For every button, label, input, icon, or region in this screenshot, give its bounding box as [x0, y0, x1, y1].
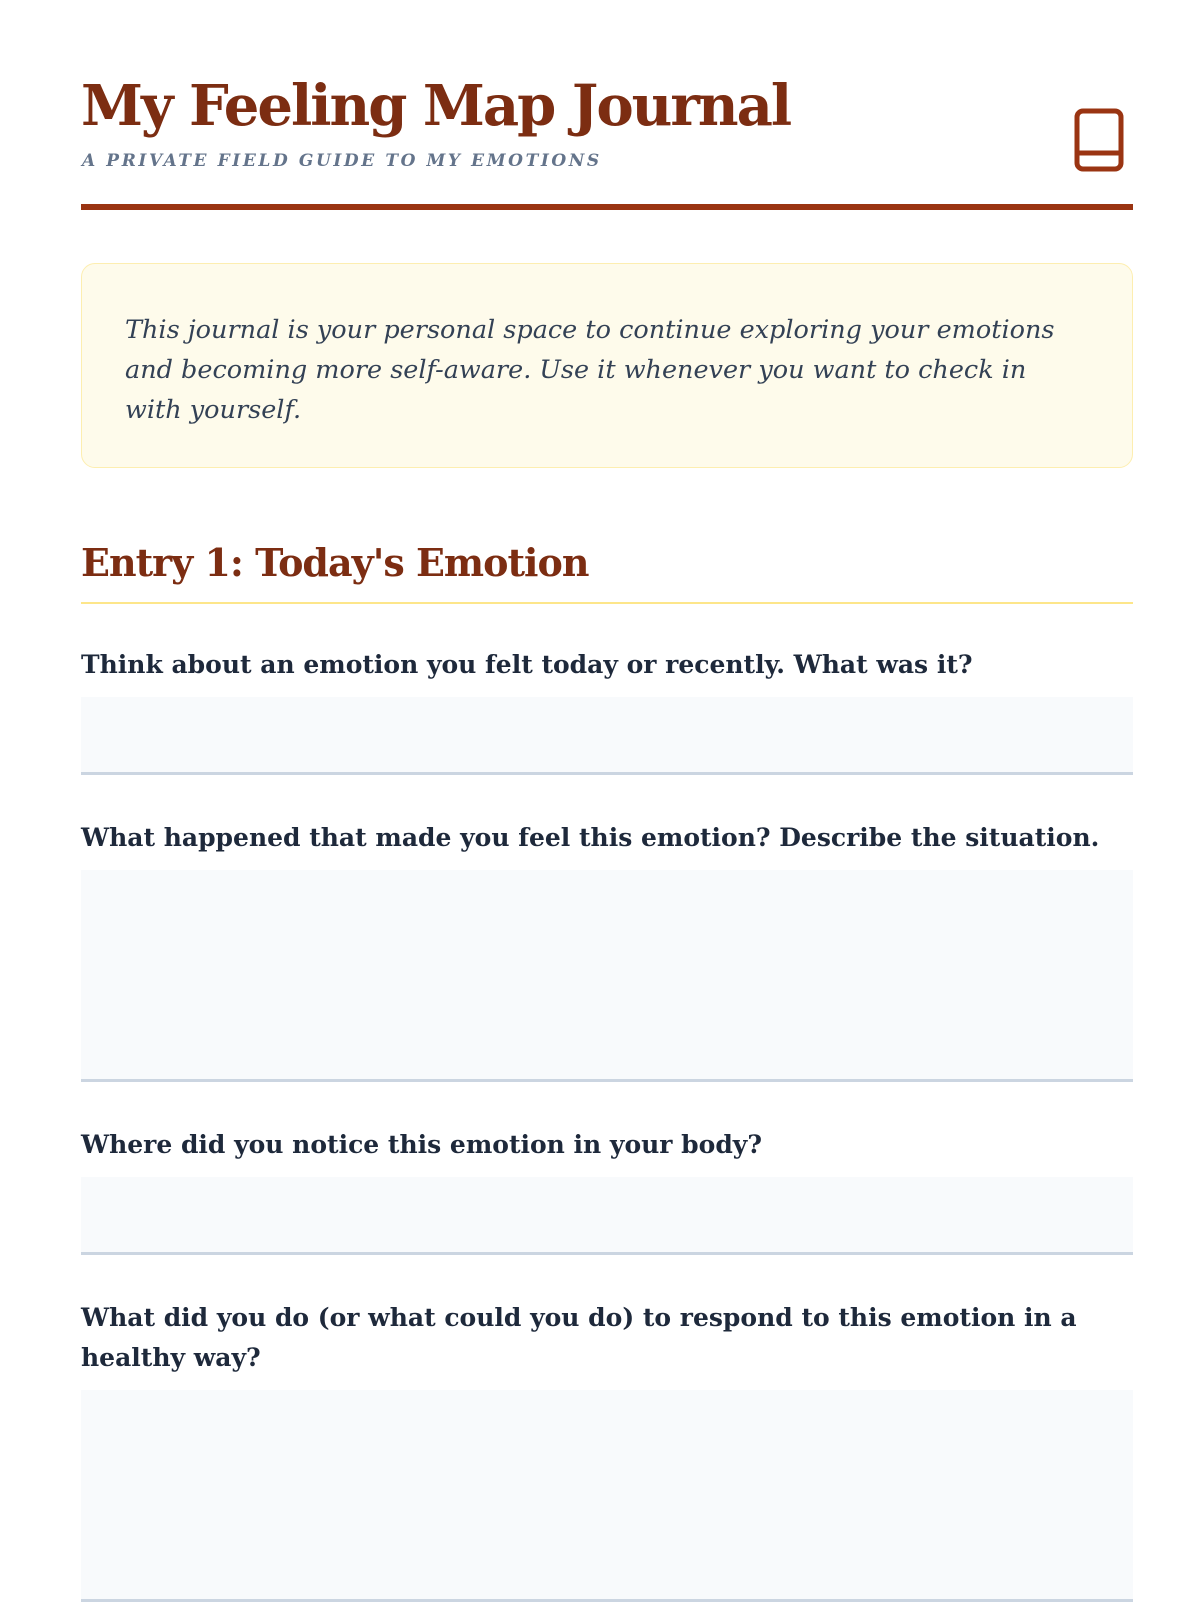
- question-situation-label: What happened that made you feel this emotion? Describe the situation.: [81, 823, 1100, 852]
- response-answer-field[interactable]: [81, 1390, 1133, 1602]
- entry-title: Entry 1: Today's Emotion: [81, 538, 1133, 604]
- situation-answer-field[interactable]: [81, 870, 1133, 1082]
- emotion-answer-field[interactable]: [81, 697, 1133, 775]
- journal-header: [81, 0, 1133, 210]
- question-body-label: Where did you notice this emotion in your body?: [81, 1130, 762, 1159]
- book-icon: [1073, 108, 1125, 174]
- question-emotion-label: Think about an emotion you felt today or recently. What was it?: [81, 650, 973, 679]
- intro-text: This journal is your personal space to continue exploring your emotions and becoming more self-aware. Use it whenever you want to check in with yourself.: [125, 315, 1055, 425]
- journal-page: [81, 0, 1133, 1372]
- page-title: My Feeling Map Journal: [81, 73, 791, 139]
- page-subtitle: A PRIVATE FIELD GUIDE TO MY EMOTIONS: [82, 151, 602, 171]
- intro-callout: [81, 263, 1133, 468]
- question-response-label: What did you do (or what could you do) to respond to this emotion in a healthy way?: [81, 1303, 1077, 1372]
- body-answer-field[interactable]: [81, 1177, 1133, 1255]
